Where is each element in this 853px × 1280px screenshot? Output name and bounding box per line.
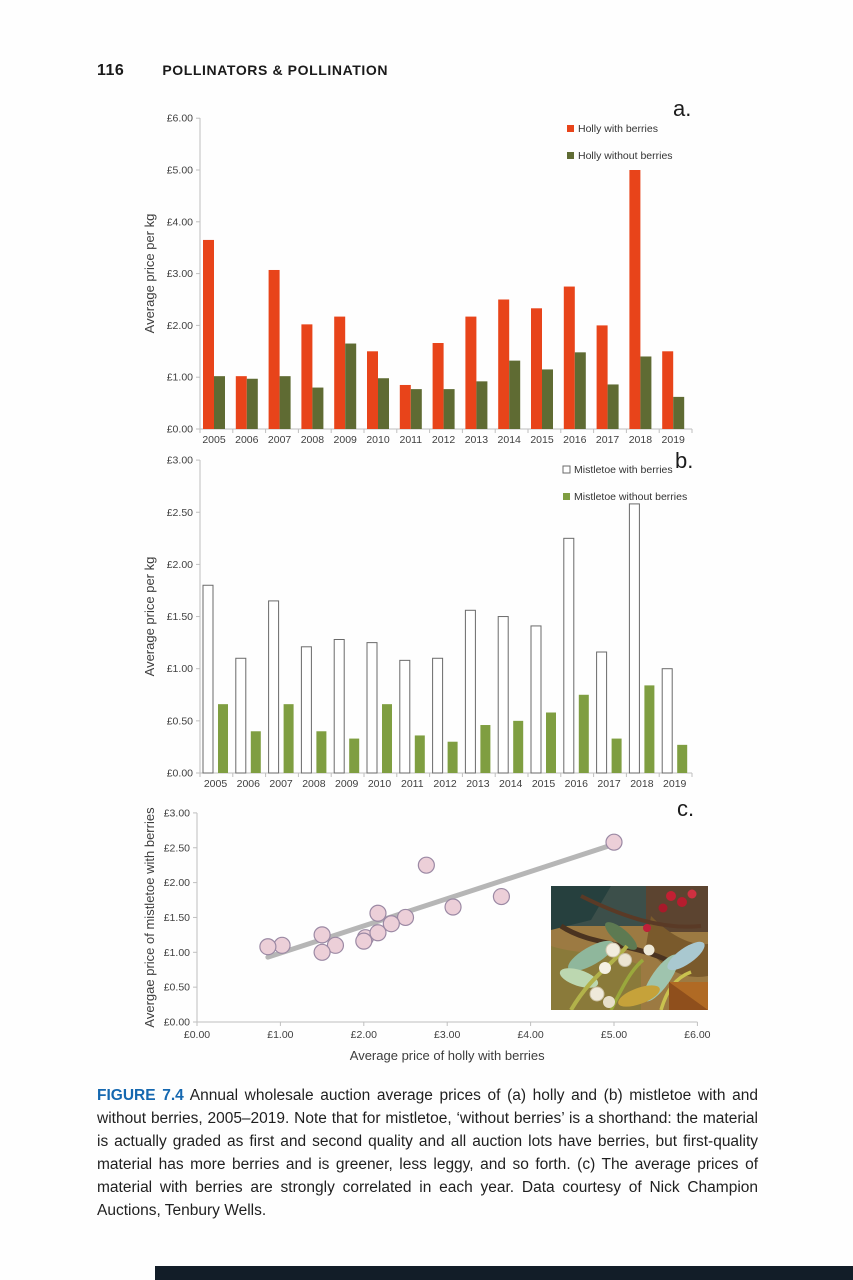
x-category-label: 2016 — [564, 778, 588, 790]
x-category-label: 2009 — [333, 434, 357, 446]
bar-holly-without-berries — [673, 397, 684, 429]
figure-caption-label: FIGURE 7.4 — [97, 1086, 184, 1104]
legend-label-0: Holly with berries — [578, 123, 658, 135]
bar-mistletoe-without-berries — [218, 704, 228, 773]
y-tick-label: £1.50 — [166, 611, 193, 624]
y-tick-label: £0.00 — [166, 767, 193, 780]
x-tick-label: £0.00 — [183, 1029, 211, 1041]
bar-holly-without-berries — [214, 376, 225, 429]
bar-mistletoe-without-berries — [284, 704, 294, 773]
y-tick-label: £0.50 — [166, 715, 193, 728]
bar-mistletoe-without-berries — [448, 742, 458, 773]
bar-holly-with-berries — [531, 308, 542, 429]
bar-mistletoe-with-berries — [662, 669, 672, 773]
y-tick-label: £4.00 — [166, 216, 193, 229]
y-tick-label: £3.00 — [166, 454, 193, 467]
bar-mistletoe-with-berries — [367, 643, 377, 773]
bar-mistletoe-without-berries — [546, 713, 556, 773]
x-tick-label: £5.00 — [600, 1029, 628, 1041]
panel-label-a: a. — [673, 96, 692, 121]
y-tick-label: £0.50 — [163, 981, 190, 994]
bar-mistletoe-without-berries — [251, 731, 261, 773]
bar-mistletoe-without-berries — [677, 745, 687, 773]
y-tick-label: £3.00 — [163, 807, 190, 820]
legend-swatch-0 — [567, 125, 574, 132]
y-tick-label: £1.00 — [166, 371, 193, 384]
bar-mistletoe-without-berries — [579, 695, 589, 773]
x-category-label: 2013 — [466, 778, 490, 790]
x-category-label: 2018 — [628, 434, 653, 446]
page-edge-artifact — [155, 1266, 853, 1280]
scatter-point-2019 — [314, 944, 330, 960]
figure-caption — [97, 1084, 758, 1222]
bar-mistletoe-with-berries — [203, 585, 213, 773]
bar-mistletoe-without-berries — [349, 739, 359, 773]
y-axis-title: Average price per kg — [142, 556, 157, 677]
bar-holly-without-berries — [247, 379, 258, 429]
bar-holly-with-berries — [433, 343, 444, 429]
bar-holly-with-berries — [498, 300, 509, 430]
bar-holly-with-berries — [269, 270, 280, 429]
scatter-point-2005 — [493, 889, 509, 905]
bar-mistletoe-with-berries — [465, 610, 475, 773]
x-tick-label: £3.00 — [434, 1029, 461, 1041]
y-tick-label: £2.50 — [163, 842, 190, 855]
y-axis-title: Average price per kg — [142, 213, 157, 334]
scatter-point-2007 — [445, 899, 461, 915]
y-tick-label: £0.00 — [163, 1016, 190, 1029]
x-category-label: 2011 — [401, 778, 424, 790]
x-category-label: 2016 — [563, 434, 587, 446]
scatter-point-2011 — [260, 939, 276, 955]
chart-mistletoe-prices-bar — [140, 448, 720, 803]
y-tick-label: £2.50 — [166, 506, 193, 519]
bar-mistletoe-with-berries — [400, 660, 410, 773]
bar-mistletoe-without-berries — [480, 725, 490, 773]
bar-mistletoe-without-berries — [644, 685, 654, 773]
legend-label-0: Mistletoe with berries — [574, 464, 673, 476]
bar-holly-with-berries — [564, 287, 575, 429]
x-category-label: 2015 — [531, 778, 556, 790]
bar-mistletoe-with-berries — [301, 647, 311, 773]
bar-holly-without-berries — [378, 378, 389, 429]
bar-holly-with-berries — [465, 317, 476, 429]
bar-mistletoe-without-berries — [316, 731, 326, 773]
x-category-label: 2015 — [530, 434, 554, 446]
x-category-label: 2013 — [464, 434, 489, 446]
bar-holly-with-berries — [597, 325, 608, 429]
panel-label-b: b. — [675, 448, 694, 473]
bar-mistletoe-with-berries — [433, 658, 443, 773]
y-tick-label: £6.00 — [166, 112, 193, 125]
mistletoe-photo-illustration — [551, 886, 708, 1010]
bar-mistletoe-with-berries — [498, 617, 508, 773]
bar-holly-with-berries — [334, 317, 345, 429]
bar-mistletoe-without-berries — [415, 735, 425, 773]
y-tick-label: £5.00 — [166, 164, 193, 177]
x-tick-label: £4.00 — [517, 1029, 544, 1041]
x-tick-label: £1.00 — [267, 1029, 294, 1041]
bar-holly-without-berries — [575, 352, 586, 429]
mistletoe-photo — [551, 886, 708, 1010]
x-category-label: 2014 — [499, 778, 523, 790]
bar-holly-without-berries — [608, 384, 619, 429]
x-category-label: 2011 — [399, 434, 423, 446]
scatter-point-2017 — [356, 933, 372, 949]
bar-holly-with-berries — [301, 324, 312, 429]
bar-holly-without-berries — [542, 369, 553, 429]
bar-holly-with-berries — [203, 240, 214, 429]
bar-holly-without-berries — [345, 344, 356, 429]
bar-mistletoe-with-berries — [597, 652, 607, 773]
bar-holly-without-berries — [509, 361, 520, 429]
bar-mistletoe-with-berries — [629, 504, 639, 773]
bar-mistletoe-with-berries — [236, 658, 246, 773]
x-category-label: 2006 — [236, 778, 260, 790]
y-tick-label: £3.00 — [166, 268, 193, 281]
y-tick-label: £0.00 — [166, 423, 193, 436]
scatter-point-2006 — [274, 937, 290, 953]
x-category-label: 2005 — [203, 778, 228, 790]
x-category-label: 2017 — [595, 434, 620, 446]
figure-caption-text: Annual wholesale auction average prices of (a) holly and (b) mistletoe with and without berries, 2005–2019. Note that for mistletoe, ‘without berries’ is a shorthand: the material is actually graded as first and second quality and all auction lots have berries, but first-quality material has more berries and is greener, less leggy, and so forth. (c) The average prices of material with berries are strongly correlated in each year. Data courtesy of Nick Champion Auctions, Tenbury Wells. — [97, 1086, 758, 1219]
legend-swatch-1 — [563, 493, 570, 500]
bar-holly-without-berries — [476, 381, 487, 429]
bar-mistletoe-with-berries — [564, 538, 574, 773]
x-category-label: 2007 — [269, 778, 293, 790]
bar-holly-without-berries — [312, 388, 323, 429]
scatter-point-2016 — [418, 857, 434, 873]
running-head: POLLINATORS & POLLINATION — [162, 62, 389, 78]
y-tick-label: £2.00 — [163, 877, 190, 890]
chart-holly-prices-bar — [140, 103, 720, 453]
bar-mistletoe-with-berries — [334, 639, 344, 773]
bar-holly-with-berries — [236, 376, 247, 429]
mistletoe-bar-chart-canvas — [140, 448, 720, 803]
x-category-label: 2019 — [661, 434, 685, 446]
legend-label-1: Holly without berries — [578, 150, 673, 162]
x-category-label: 2007 — [267, 434, 292, 446]
x-category-label: 2010 — [366, 434, 390, 446]
x-category-label: 2006 — [235, 434, 259, 446]
bar-mistletoe-without-berries — [513, 721, 523, 773]
x-category-label: 2019 — [663, 778, 687, 790]
x-category-label: 2018 — [630, 778, 654, 790]
bar-mistletoe-with-berries — [531, 626, 541, 773]
bar-holly-with-berries — [367, 351, 378, 429]
x-axis-title: Average price of holly with berries — [349, 1048, 545, 1063]
x-category-label: 2009 — [335, 778, 359, 790]
bar-holly-without-berries — [444, 389, 455, 429]
y-tick-label: £1.00 — [166, 663, 193, 676]
legend-label-1: Mistletoe without berries — [574, 491, 688, 503]
legend-swatch-0 — [563, 466, 570, 473]
x-tick-label: £2.00 — [350, 1029, 377, 1041]
bar-mistletoe-without-berries — [382, 704, 392, 773]
x-category-label: 2008 — [300, 434, 325, 446]
x-category-label: 2012 — [433, 778, 457, 790]
bar-holly-without-berries — [640, 356, 651, 429]
bar-mistletoe-without-berries — [612, 739, 622, 773]
bar-holly-with-berries — [400, 385, 411, 429]
x-category-label: 2005 — [202, 434, 226, 446]
scatter-point-2010 — [314, 927, 330, 943]
x-category-label: 2014 — [497, 434, 521, 446]
scatter-point-2014 — [398, 909, 414, 925]
chart-correlation-scatter — [140, 798, 760, 1073]
bar-holly-without-berries — [280, 376, 291, 429]
page-number: 116 — [97, 62, 125, 79]
y-tick-label: £1.50 — [163, 911, 190, 924]
y-axis-title: Avergae price of mistletoe with berries — [142, 807, 157, 1028]
page-header — [97, 62, 797, 80]
holly-bar-chart-canvas — [140, 103, 720, 453]
x-category-label: 2017 — [597, 778, 621, 790]
y-tick-label: £1.00 — [163, 946, 190, 959]
y-tick-label: £2.00 — [166, 319, 193, 332]
scatter-point-2013 — [370, 905, 386, 921]
bar-mistletoe-with-berries — [269, 601, 279, 773]
bar-holly-with-berries — [662, 351, 673, 429]
bar-holly-without-berries — [411, 389, 422, 429]
y-tick-label: £2.00 — [166, 558, 193, 571]
x-category-label: 2012 — [431, 434, 456, 446]
bar-holly-with-berries — [629, 170, 640, 429]
x-category-label: 2010 — [367, 778, 392, 790]
x-category-label: 2008 — [302, 778, 326, 790]
scatter-point-2018 — [606, 834, 622, 850]
legend-swatch-1 — [567, 152, 574, 159]
scatter-point-2015 — [383, 916, 399, 932]
x-tick-label: £6.00 — [684, 1029, 711, 1041]
panel-label-c: c. — [677, 796, 695, 821]
